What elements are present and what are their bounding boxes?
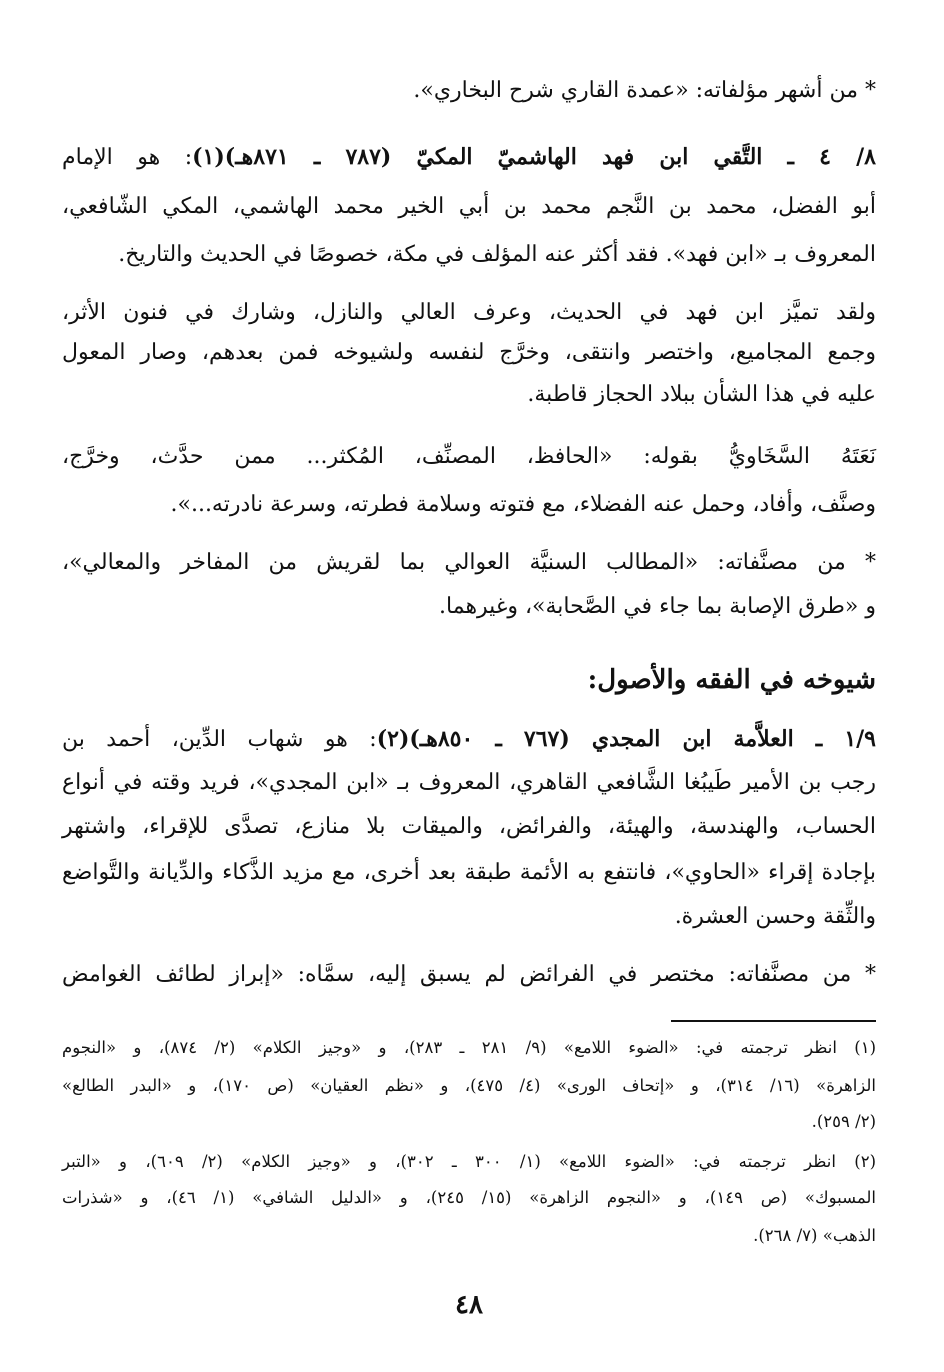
entry-heading-line — [62, 722, 876, 757]
footnote-line: الزاهرة» (١٦/ ٣١٤)، و «إتحاف الورى» (٤/ ٤٧٥)، و «نظم العقيان» (ص ١٧٠)، و «البدر الطالع» — [62, 1076, 876, 1095]
entry-title-rest: : هو الإمام — [62, 145, 193, 170]
body-line: و «طرق الإصابة بما جاء في الصَّحابة»، وغيرهما. — [439, 594, 876, 619]
body-line: * من مصنَّفاته: مختصر في الفرائض لم يسبق إليه، سمَّاه: «إبراز لطائف الغوامض — [62, 962, 876, 987]
entry-title-rest: : هو شهاب الدِّين، أحمد بن — [62, 727, 377, 752]
body-line: ولقد تميَّز ابن فهد في الحديث، وعرف العالي والنازل، وشارك في فنون الأثر، — [62, 300, 876, 325]
footnote-line: (١) انظر ترجمته في: «الضوء اللامع» (٩/ ٢٨١ ـ ٢٨٣)، و «وجيز الكلام» (٢/ ٨٧٤)، و «النجوم — [62, 1038, 877, 1057]
body-line: وجمع المجاميع، واختصر وانتقى، وخرَّج لنفسه ولشيوخه فمن بعدهم، وصار المعول — [62, 340, 876, 365]
body-line: نَعَتَهُ السَّخَاويُّ بقوله: «الحافظ، المصنِّف، المُكثر... ممن حدَّث، وخرَّج، — [62, 444, 876, 469]
body-line: * من أشهر مؤلفاته: «عمدة القاري شرح البخاري». — [413, 78, 876, 103]
body-line: وصنَّف، وأفاد، وحمل عنه الفضلاء، مع فتوته وسلامة فطرته، وسرعة نادرته...». — [170, 492, 876, 517]
footnote-line: الذهب» (٧/ ٢٦٨). — [753, 1226, 876, 1245]
body-line: رجب بن الأمير طَيبُغا الشَّافعي القاهري، المعروف بـ «ابن المجدي»، فريد وقته في أنواع — [62, 770, 876, 795]
section-heading: شيوخه في الفقه والأصول: — [587, 665, 876, 695]
body-line: * من مصنَّفاته: «المطالب السنيَّة العوالي بما لقريش من المفاخر والمعالي»، — [62, 550, 876, 575]
document-page — [62, 0, 876, 1372]
body-line: المعروف بـ «ابن فهد». فقد أكثر عنه المؤلف في مكة، خصوصًا في الحديث والتاريخ. — [118, 242, 876, 267]
footnote-line: (٢/ ٢٥٩). — [811, 1112, 876, 1131]
body-line: الحساب، والهندسة، والهيئة، والفرائض، والميقات بلا منازع، تصدَّى للإقراء، واشتهر — [62, 814, 876, 839]
body-line: أبو الفضل، محمد بن النَّجم محمد بن أبي الخير محمد الهاشمي، المكي الشّافعي، — [62, 194, 876, 219]
entry-title: ٨/ ٤ ـ التَّقي ابن فهد الهاشميّ المكيّ (٧٨٧ ـ ٨٧١هـ)(١) — [192, 144, 876, 170]
body-line: عليه في هذا الشأن ببلاد الحجاز قاطبة. — [527, 382, 876, 407]
footnote-separator — [671, 1020, 876, 1022]
body-line: والثِّقة وحسن العشرة. — [674, 904, 876, 929]
entry-heading-line — [62, 140, 876, 175]
footnote-line: (٢) انظر ترجمته في: «الضوء اللامع» (١/ ٣٠٠ ـ ٣٠٢)، و «وجيز الكلام» (٢/ ٦٠٩)، و «التبر — [62, 1152, 877, 1171]
page-number: ٤٨ — [455, 1290, 483, 1320]
entry-title: ١/٩ ـ العلاَّمة ابن المجدي (٧٦٧ ـ ٨٥٠هـ)(٢) — [376, 726, 876, 752]
footnote-line: المسبوك» (ص ١٤٩)، و «النجوم الزاهرة» (١٥/ ٢٤٥)، و «الدليل الشافي» (١/ ٤٦)، و «شذرات — [62, 1188, 876, 1207]
body-line: بإجادة إقراء «الحاوي»، فانتفع به الأئمة طبقة بعد أخرى، مع مزيد الذَّكاء والدِّيانة والتَّواضع — [62, 860, 876, 885]
